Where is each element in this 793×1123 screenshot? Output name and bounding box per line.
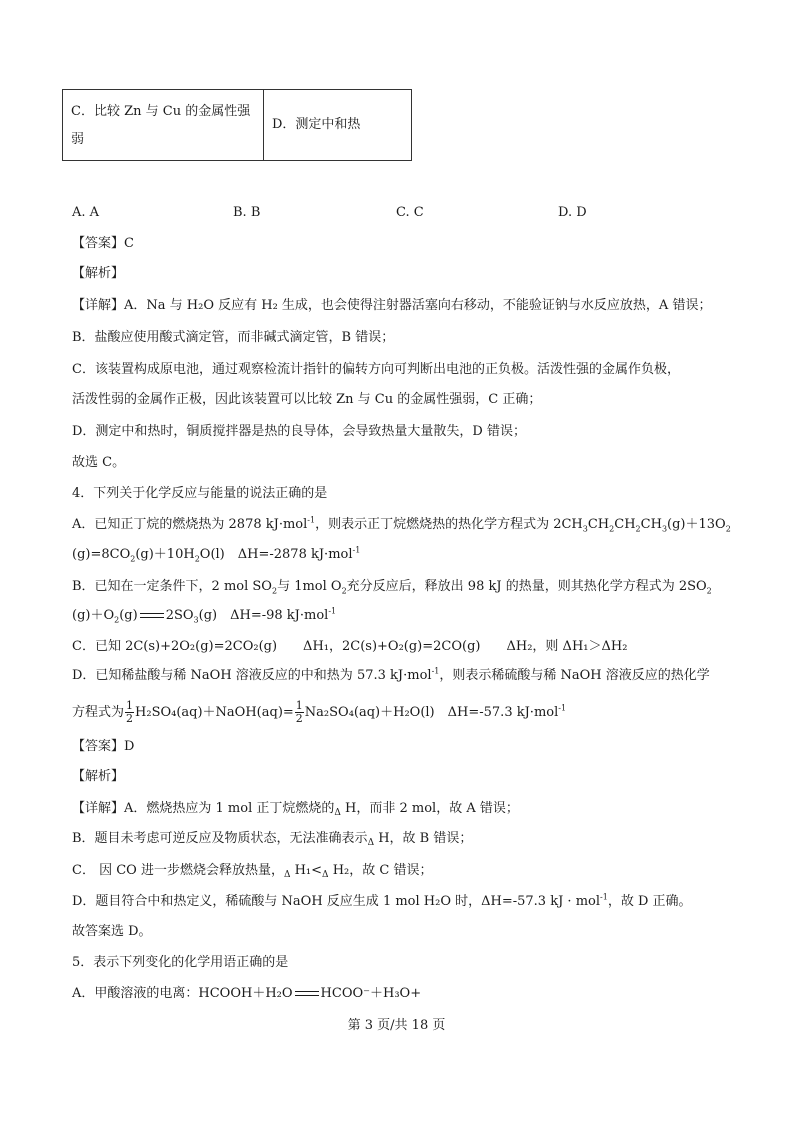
q4-detail-a: 【详解】A．燃烧热应为 1 mol 正丁烷燃烧的$_\Delta$ H，而非 2 mol，故 A 错误；	[72, 801, 519, 818]
q4-option-b-line2: $(g)+O_2(g)$ $2SO_3(g)$ ΔH=-98 kJ·mol$^{-1}$	[72, 606, 337, 625]
q3-answer: 【答案】C	[72, 236, 134, 251]
reversible-arrow-icon	[295, 989, 319, 999]
q4-answer: 【答案】D	[72, 739, 135, 754]
q3-detail-a: 【详解】A．Na 与 H₂O 反应有 H₂ 生成，也会使得注射器活塞向右移动，不能验证钠与水反应放热，A 错误；	[72, 298, 712, 313]
q4-analysis-label: 【解析】	[72, 769, 125, 784]
q3-detail-c1: C．该装置构成原电池，通过观察检流计指针的偏转方向可判断出电池的正负极。活泼性强的金属作负极，	[72, 362, 680, 377]
table-cell-option-d: D．测定中和热	[272, 117, 361, 132]
choice-d: D. D	[558, 205, 587, 220]
q4-option-d-line2: 方程式为 $\frac{1}{2}$ H₂SO₄(aq)＋NaOH(aq)= $\frac{1}{2}$ Na₂SO₄(aq)＋H₂O(l) ΔH=-57.3 kJ·mol$^{-1}$	[72, 699, 567, 725]
q3-analysis-label: 【解析】	[72, 266, 125, 281]
reversible-arrow-icon	[140, 611, 164, 621]
q3-detail-b: B．盐酸应使用酸式滴定管，而非碱式滴定管，B 错误；	[72, 330, 395, 345]
table-cell-option-c: C．比较 Zn 与 Cu 的金属性强弱	[63, 90, 264, 160]
q4-option-b-line1: B．已知在一定条件下，2 mol $SO_2$与 1mol $O_2$充分反应后，释放出 98 kJ 的热量，则其热化学方程式为 $2SO_2$	[72, 579, 712, 596]
q4-detail-d: D．题目符合中和热定义，稀硫酸与 NaOH 反应生成 1 mol H₂O 时，ΔH=-57.3 kJ · mol$^{-1}$，故 D 正确。	[72, 892, 692, 909]
q4-detail-c: C． 因 CO 进一步燃烧会释放热量，$_\Delta$ $H_1<_\Delta$ H₂，故 C 错误；	[72, 863, 433, 880]
fraction-half: $\frac{1}{2}$	[295, 699, 303, 725]
fraction-half: $\frac{1}{2}$	[126, 699, 134, 725]
q5-option-a: A．甲酸溶液的电离：HCOOH＋H₂O HCOO⁻＋H₃O+	[72, 986, 422, 1001]
q4-option-d-line1: D．已知稀盐酸与稀 NaOH 溶液反应的中和热为 57.3 kJ·mol$^{-1}$，则表示稀硫酸与稀 NaOH 溶液反应的热化学	[72, 666, 710, 683]
choice-b: B. B	[233, 205, 261, 220]
q4-option-c: C．已知 2C(s)+2O₂(g)=2CO₂(g) ΔH₁，2C(s)+O₂(g)=2CO(g) ΔH₂，则 ΔH₁＞ΔH₂	[72, 639, 628, 654]
q4-option-a-line1: A．已知正丁烷的燃烧热为 2878 kJ·mol$^{-1}$，则表示正丁烷燃烧热的热化学方程式为 $2CH_3CH_2CH_2CH_3(g)+13O_2$	[72, 515, 731, 534]
options-table	[62, 89, 412, 161]
choice-c: C. C	[396, 205, 424, 220]
q4-conclusion: 故答案选 D。	[72, 924, 152, 939]
choice-a: A. A	[72, 205, 100, 220]
q4-option-a-line2: $(g)=8CO_2(g)+10H_2O(l)$ ΔH=-2878 kJ·mol$^{-1}$	[72, 545, 361, 564]
q3-detail-c2: 活泼性弱的金属作正极，因此该装置可以比较 Zn 与 Cu 的金属性强弱，C 正确；	[72, 392, 542, 407]
q5-stem: 5．表示下列变化的化学用语正确的是	[72, 955, 289, 970]
q4-stem: 4．下列关于化学反应与能量的说法正确的是	[72, 486, 328, 501]
page-footer: 第 3 页/共 18 页	[347, 1018, 446, 1033]
q3-detail-d: D．测定中和热时，铜质搅拌器是热的良导体，会导致热量大量散失，D 错误；	[72, 424, 526, 439]
q4-detail-b: B．题目未考虑可逆反应及物质状态，无法准确表示$_\Delta$ H，故 B 错误；	[72, 831, 473, 848]
q3-conclusion: 故选 C。	[72, 455, 126, 470]
